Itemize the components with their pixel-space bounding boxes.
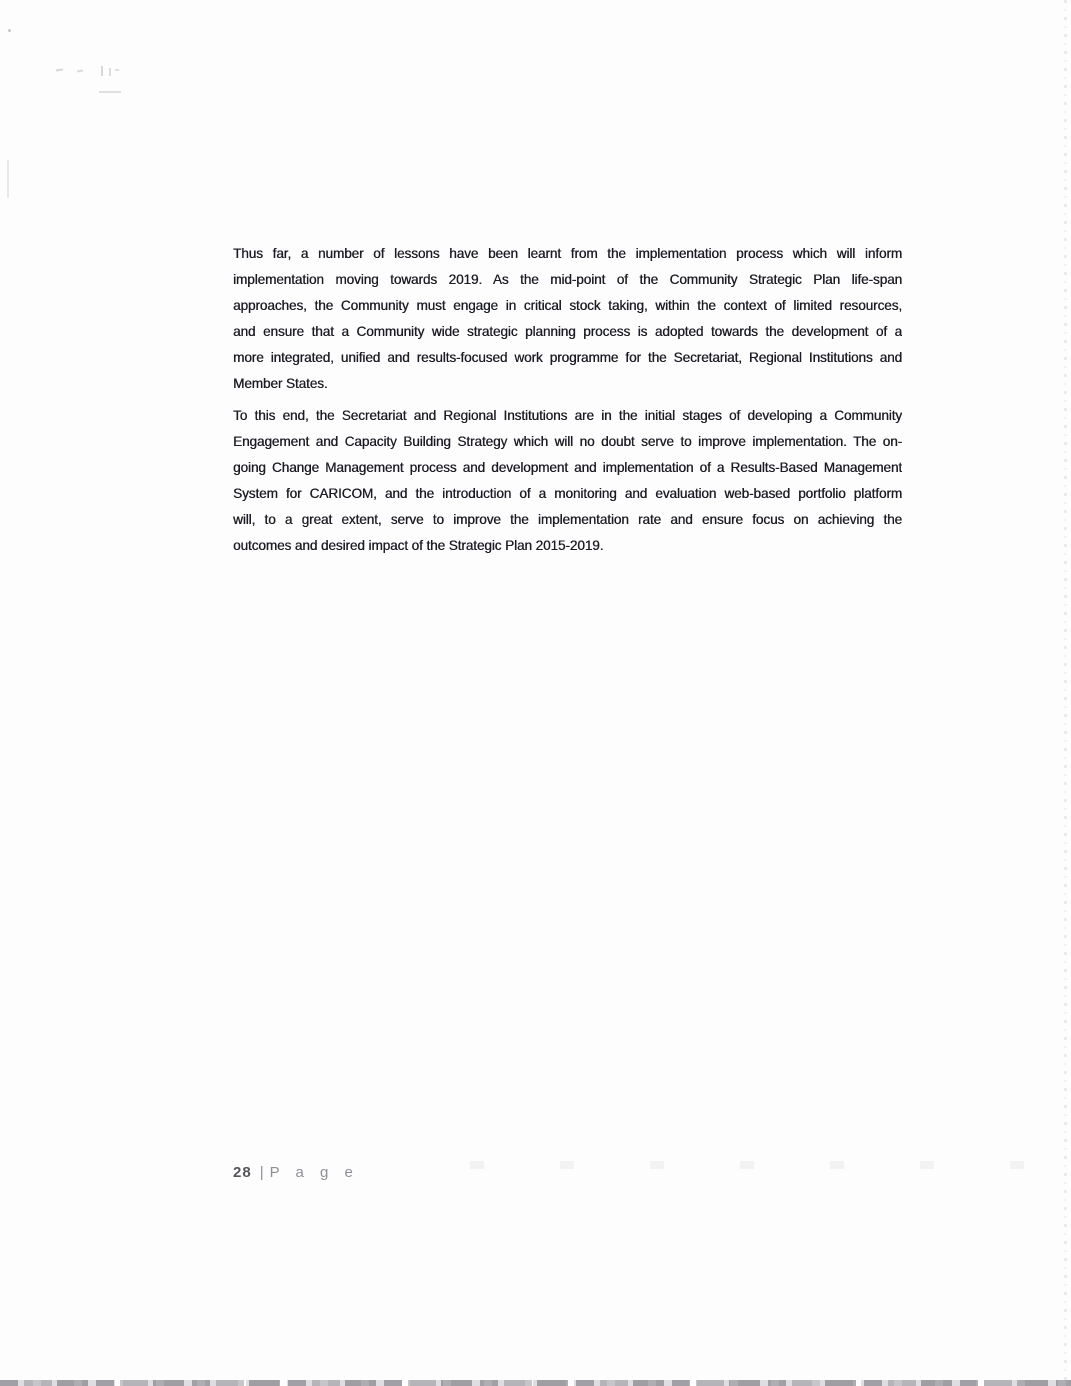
text-line: Thus far, a number of lessons have been learnt from the implementation process which will inform: [233, 246, 902, 261]
scan-speck-dash: [99, 91, 121, 93]
scan-noise-right-edge: [1064, 0, 1067, 1386]
scan-speck-dot: [8, 29, 11, 32]
text-line: To this end, the Secretariat and Regional Institutions are in the initial stages of developing a Community: [233, 408, 902, 423]
scan-footer-streak: [470, 1161, 1062, 1169]
paragraph-strategy-development: [233, 403, 902, 559]
text-line: Engagement and Capacity Building Strategy which will no doubt serve to improve implementation. The on-: [233, 434, 902, 449]
scan-speck-tick: [56, 69, 63, 72]
body-text: [233, 241, 902, 559]
text-line: going Change Management process and development and implementation of a Results-Based Management: [233, 460, 902, 475]
text-line: approaches, the Community must engage in critical stock taking, within the context of limited resources,: [233, 298, 902, 313]
paragraph-lessons-learnt: [233, 241, 902, 397]
text-line: and ensure that a Community wide strategic planning process is adopted towards the development of a: [233, 324, 902, 339]
text-line: will, to a great extent, serve to improve the implementation rate and ensure focus on achieving the: [233, 512, 902, 527]
scan-left-edge-streak: [7, 160, 9, 198]
page-footer: [233, 1160, 359, 1186]
text-line: implementation moving towards 2019. As the mid-point of the Community Strategic Plan life-span: [233, 272, 902, 287]
scan-noise-bottom-band: [0, 1380, 1071, 1386]
page-number: 28: [233, 1164, 252, 1181]
text-line: System for CARICOM, and the introduction of a monitoring and evaluation web-based portfolio platform: [233, 486, 902, 501]
text-line: outcomes and desired impact of the Strategic Plan 2015-2019.: [233, 538, 604, 553]
scan-speck-marks: [99, 65, 121, 77]
footer-separator: |: [259, 1164, 264, 1181]
text-line: Member States.: [233, 376, 328, 391]
scan-speck-tick: [77, 69, 83, 72]
footer-page-word: P a g e: [269, 1164, 359, 1181]
text-line: more integrated, unified and results-focused work programme for the Secretariat, Regional Institutions and: [233, 350, 902, 365]
